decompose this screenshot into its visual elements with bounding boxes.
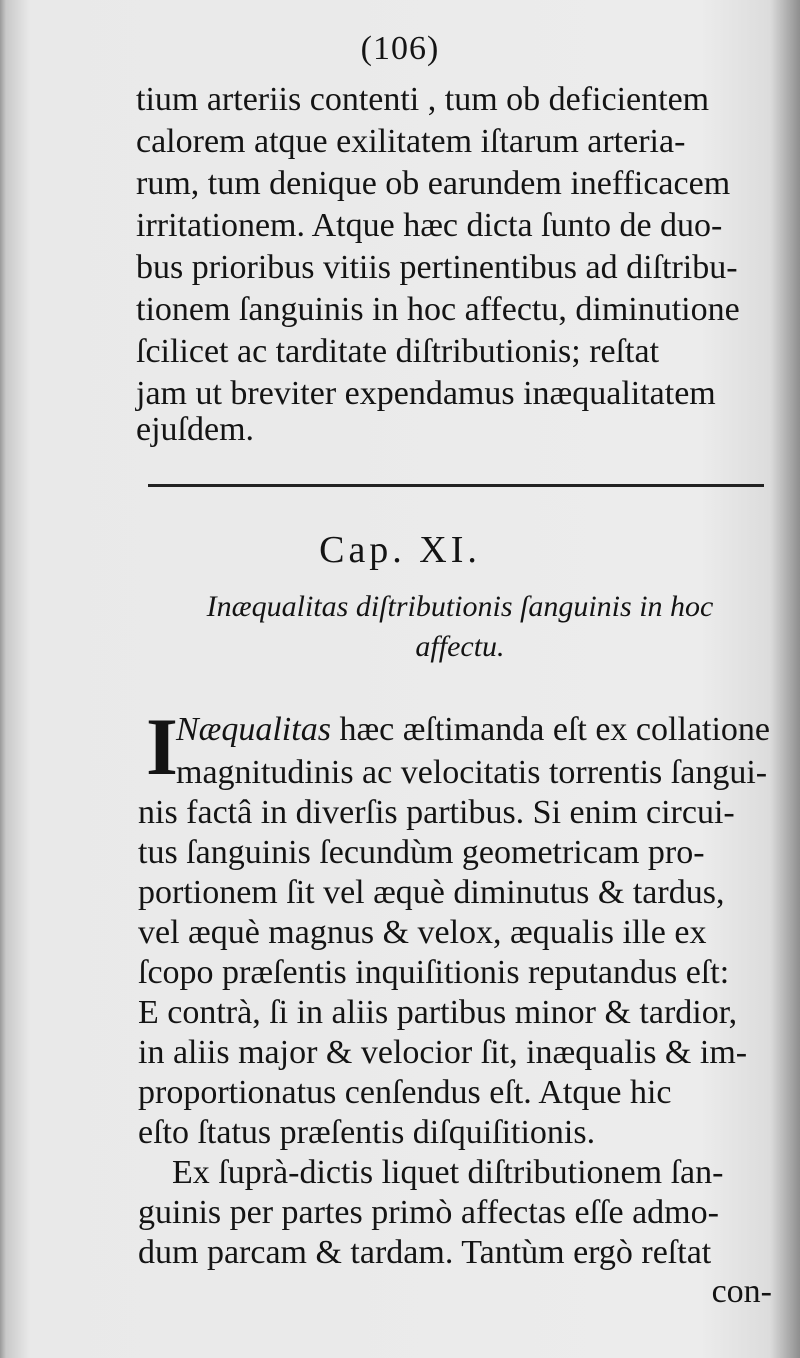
text-line: jam ut breviter expendamus inæqualitatem [136,375,716,412]
text-line: bus prioribus vitiis pertinentibus ad diſtribu- [136,249,738,286]
text-line: eſto ſtatus præſentis diſquiſitionis. [138,1114,596,1151]
text-line: tionem ſanguinis in hoc affectu, diminutione [136,291,740,328]
catchword: con- [711,1273,772,1310]
text-line: rum, tum denique ob earundem inefficacem [136,165,731,202]
text-line: magnitudinis ac velocitatis torrentis ſangui- [176,754,768,791]
drop-capital: I [146,701,178,792]
text-line: tium arteriis contenti , tum ob deficientem [136,81,710,118]
text-line: E contrà, ſi in aliis partibus minor & tardior, [138,994,738,1031]
text-line: ſcilicet ac tarditate diſtributionis; reſtat [136,333,660,370]
text-line: in aliis major & velocior ſit, inæqualis & im- [138,1034,748,1071]
text-line: dum parcam & tardam. Tantùm ergò reſtat [138,1234,712,1271]
text-line: irritationem. Atque hæc dicta ſunto de duo- [136,207,723,244]
text-line: Ex ſuprà-dictis liquet diſtributionem ſan- [172,1154,724,1191]
chapter-heading: Cap. XI. [319,529,481,571]
text-line: vel æquè magnus & velox, æqualis ille ex [138,914,707,951]
text-line: guinis per partes primò affectas eſſe admo- [138,1194,719,1231]
first-body-line [176,710,770,750]
text-line: nis factâ in diverſis partibus. Si enim circui- [138,794,735,831]
first-word: Næqualitas [176,711,331,748]
text-line: portionem ſit vel æquè diminutus & tardus, [138,874,725,911]
text-line: tus ſanguinis ſecundùm geometricam pro- [138,834,705,871]
chapter-subtitle-line: affectu. [415,630,505,663]
page-number: (106) [360,30,440,67]
text-line: proportionatus cenſendus eſt. Atque hic [138,1074,672,1111]
text-line: ſcopo præſentis inquiſitionis reputandus eſt: [138,954,730,991]
text-line: calorem atque exilitatem iſtarum arteria- [136,123,686,160]
chapter-subtitle-line: Inæqualitas diſtributionis ſanguinis in hoc [206,590,714,623]
section-rule [148,484,764,487]
text-line: ejuſdem. [136,411,255,448]
first-line-rest: hæc æſtimanda eſt ex collatione [330,711,770,748]
